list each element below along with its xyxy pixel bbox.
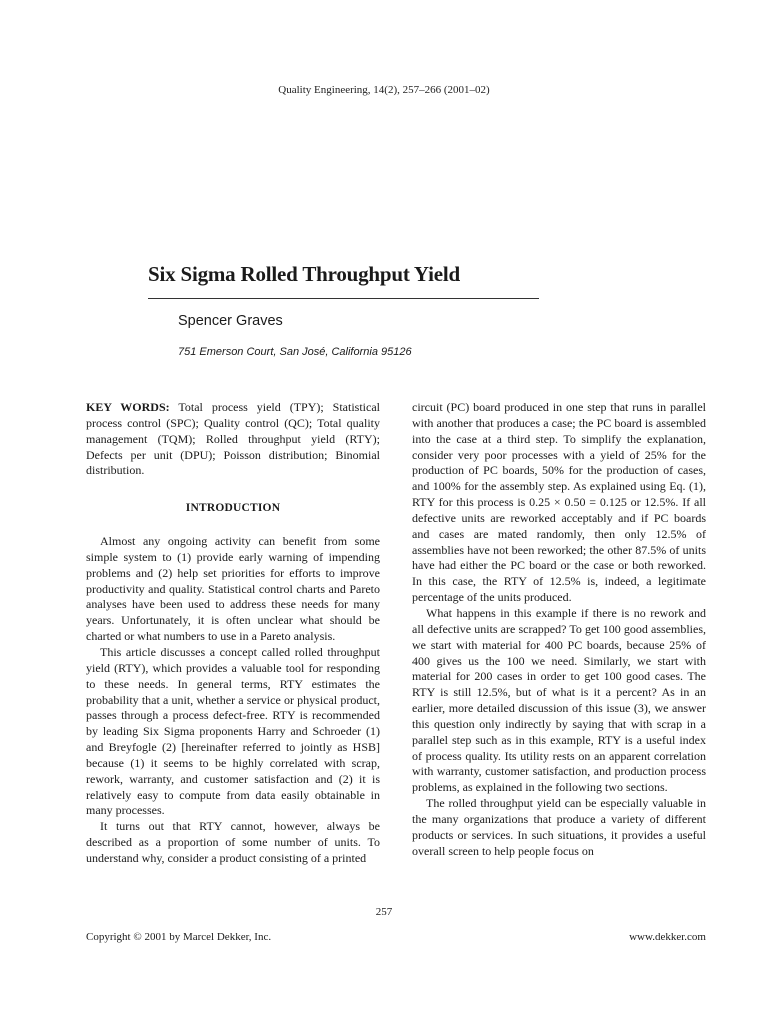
right-column: [412, 400, 706, 859]
copyright-notice: Copyright © 2001 by Marcel Dekker, Inc.: [86, 931, 272, 943]
page-number: 257: [375, 906, 393, 918]
introduction-heading: INTRODUCTION: [185, 502, 281, 515]
author-affiliation: 751 Emerson Court, San José, California 95126: [178, 346, 412, 358]
intro-paragraph: This article discusses a concept called rolled throughput yield (RTY), which provides a valuable tool for responding to these needs. In general terms, RTY estimates the probability that a unit, whether a service or physical product, passes through a process defect-free. RTY is recommended by leading Six Sigma proponents Harry and Schroeder (1) and Breyfogle (2) [hereinafter referred to jointly as HSB] because (1) it seems to be highly correlated with scrap, rework, warranty, and customer satisfaction and (2) it is relatively easy to compute from data easily obtainable in many processes.: [86, 644, 380, 818]
body-paragraph: What happens in this example if there is no rework and all defective units are scrapped? To get 100 good assemblies, we start with material for 400 PC boards, because 25% of 400 gives us the 100 we need. Similarly, we start with material for 200 cases in order to get 100 good cases. The RTY is still 12.5%, but of what is it a percent? As in an earlier, more detailed discussion of this issue (3), we answer this question only indirectly by saying that with scrap in a parallel step such as in this example, RTY is a useful index of process quality. Its utility rests on an apparent correlation with warranty, customer satisfaction, and production process problems, as explained in the following two sections.: [412, 605, 706, 795]
intro-paragraph: It turns out that RTY cannot, however, always be described as a proportion of some number of units. To understand why, consider a product consisting of a printed: [86, 819, 380, 865]
title-divider: [148, 298, 539, 299]
publisher-website: www.dekker.com: [629, 931, 706, 943]
keywords-text: Total process yield (TPY); Statistical process control (SPC); Quality control (QC); Total quality management (TQM); Rolled throughput yield (RTY); Defects per unit (DPU); Poisson distribution; Binomial distribution.: [86, 400, 380, 478]
keywords-label: KEY WORDS:: [86, 400, 170, 414]
journal-citation: Quality Engineering, 14(2), 257–266 (2001–02): [278, 84, 490, 96]
author-name: Spencer Graves: [178, 313, 283, 329]
left-column: [86, 400, 380, 867]
article-title: Six Sigma Rolled Throughput Yield: [148, 262, 460, 286]
body-paragraph: The rolled throughput yield can be especially valuable in the many organizations that produce a variety of different products or services. In such situations, it provides a useful overall screen to help people focus on: [412, 796, 706, 858]
intro-paragraph: Almost any ongoing activity can benefit from some simple system to (1) provide early warning of impending problems and (2) help set priorities for efforts to improve productivity and quality. Statistical control charts and Pareto analyses have been used to address these needs for many years. Unfortunately, it is often unclear what should be charted or what numbers to use in a Pareto analysis.: [86, 534, 380, 644]
keywords-paragraph: [86, 400, 380, 479]
body-paragraph: circuit (PC) board produced in one step that runs in parallel with another that produces a case; the PC board is assembled into the case at a third step. To simplify the explanation, consider very poor processes with a yield of 25% for the production of PC boards, 50% for the production of cases, and 100% for the assembly step. As explained using Eq. (1), RTY for this process is 0.25 × 0.50 = 0.125 or 12.5%. If all defective units are reworked acceptably and if PC boards and cases are mated randomly, then only 12.5% of assemblies have not been reworked; the other 87.5% of units have had either the PC board or the case or both reworked. In this case, the RTY of 12.5% is, indeed, a legitimate percentage of the units produced.: [412, 400, 706, 605]
